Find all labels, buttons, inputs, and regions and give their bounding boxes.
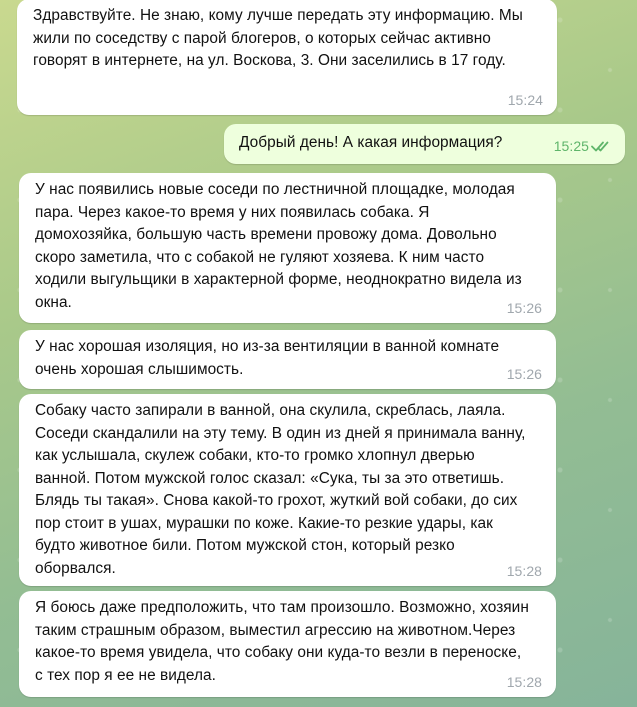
message-incoming[interactable] xyxy=(19,173,556,323)
message-time: 15:28 xyxy=(506,563,542,579)
message-time: 15:26 xyxy=(506,366,542,382)
message-outgoing[interactable] xyxy=(224,124,625,164)
message-time: 15:26 xyxy=(506,300,542,316)
read-double-check-icon xyxy=(591,138,613,154)
message-incoming[interactable] xyxy=(17,0,557,115)
message-text: Здравствуйте. Не знаю, кому лучше передать эту информацию. Мы жили по соседству с парой блогеров, о которых сейчас активно говорят в интернете, на ул. Воскова, 3. Они заселились в 17 году. xyxy=(33,7,523,69)
message-incoming[interactable] xyxy=(19,394,556,586)
message-incoming[interactable] xyxy=(19,330,556,389)
message-text: У нас появились новые соседи по лестничной площадке, молодая пара. Через какое-то время у них появилась собака. Я домохозяйка, большую часть времени провожу дома. Довольно скоро заметила, что с собакой не гуляют хозяева. К ним часто ходили выгульщики в характерной форме, неоднократно видела из окна. xyxy=(35,181,522,311)
message-text: У нас хорошая изоляция, но из-за вентиляции в ванной комнате очень хорошая слышимость. xyxy=(35,338,500,378)
message-time: 15:25 xyxy=(553,138,589,154)
message-text: Собаку часто запирали в ванной, она скулила, скреблась, лаяла. Соседи скандалили на эту тему. В один из дней я принимала ванну, как услышала, скулеж собаки, кто-то громко хлопнул дверью ванной. Потом мужской голос сказал: «Сука, ты за это ответишь. Блядь ты такая». Снова какой-то грохот, жуткий вой собаки, до сих пор стоит в ушах, мурашки по коже. Какие-то резкие удары, как будто животное били. Потом мужской стон, который резко оборвался. xyxy=(35,402,526,577)
message-time: 15:24 xyxy=(507,92,543,108)
message-time: 15:28 xyxy=(506,674,542,690)
message-text: Добрый день! А какая информация? xyxy=(239,134,503,151)
message-text: Я боюсь даже предположить, что там произошло. Возможно, хозяин таким страшным образом, выместил агрессию на животном.Через какое-то время увидела, что собаку они куда-то везли в переноске, с тех пор я ее не видела. xyxy=(35,599,529,684)
message-incoming[interactable] xyxy=(19,591,556,697)
